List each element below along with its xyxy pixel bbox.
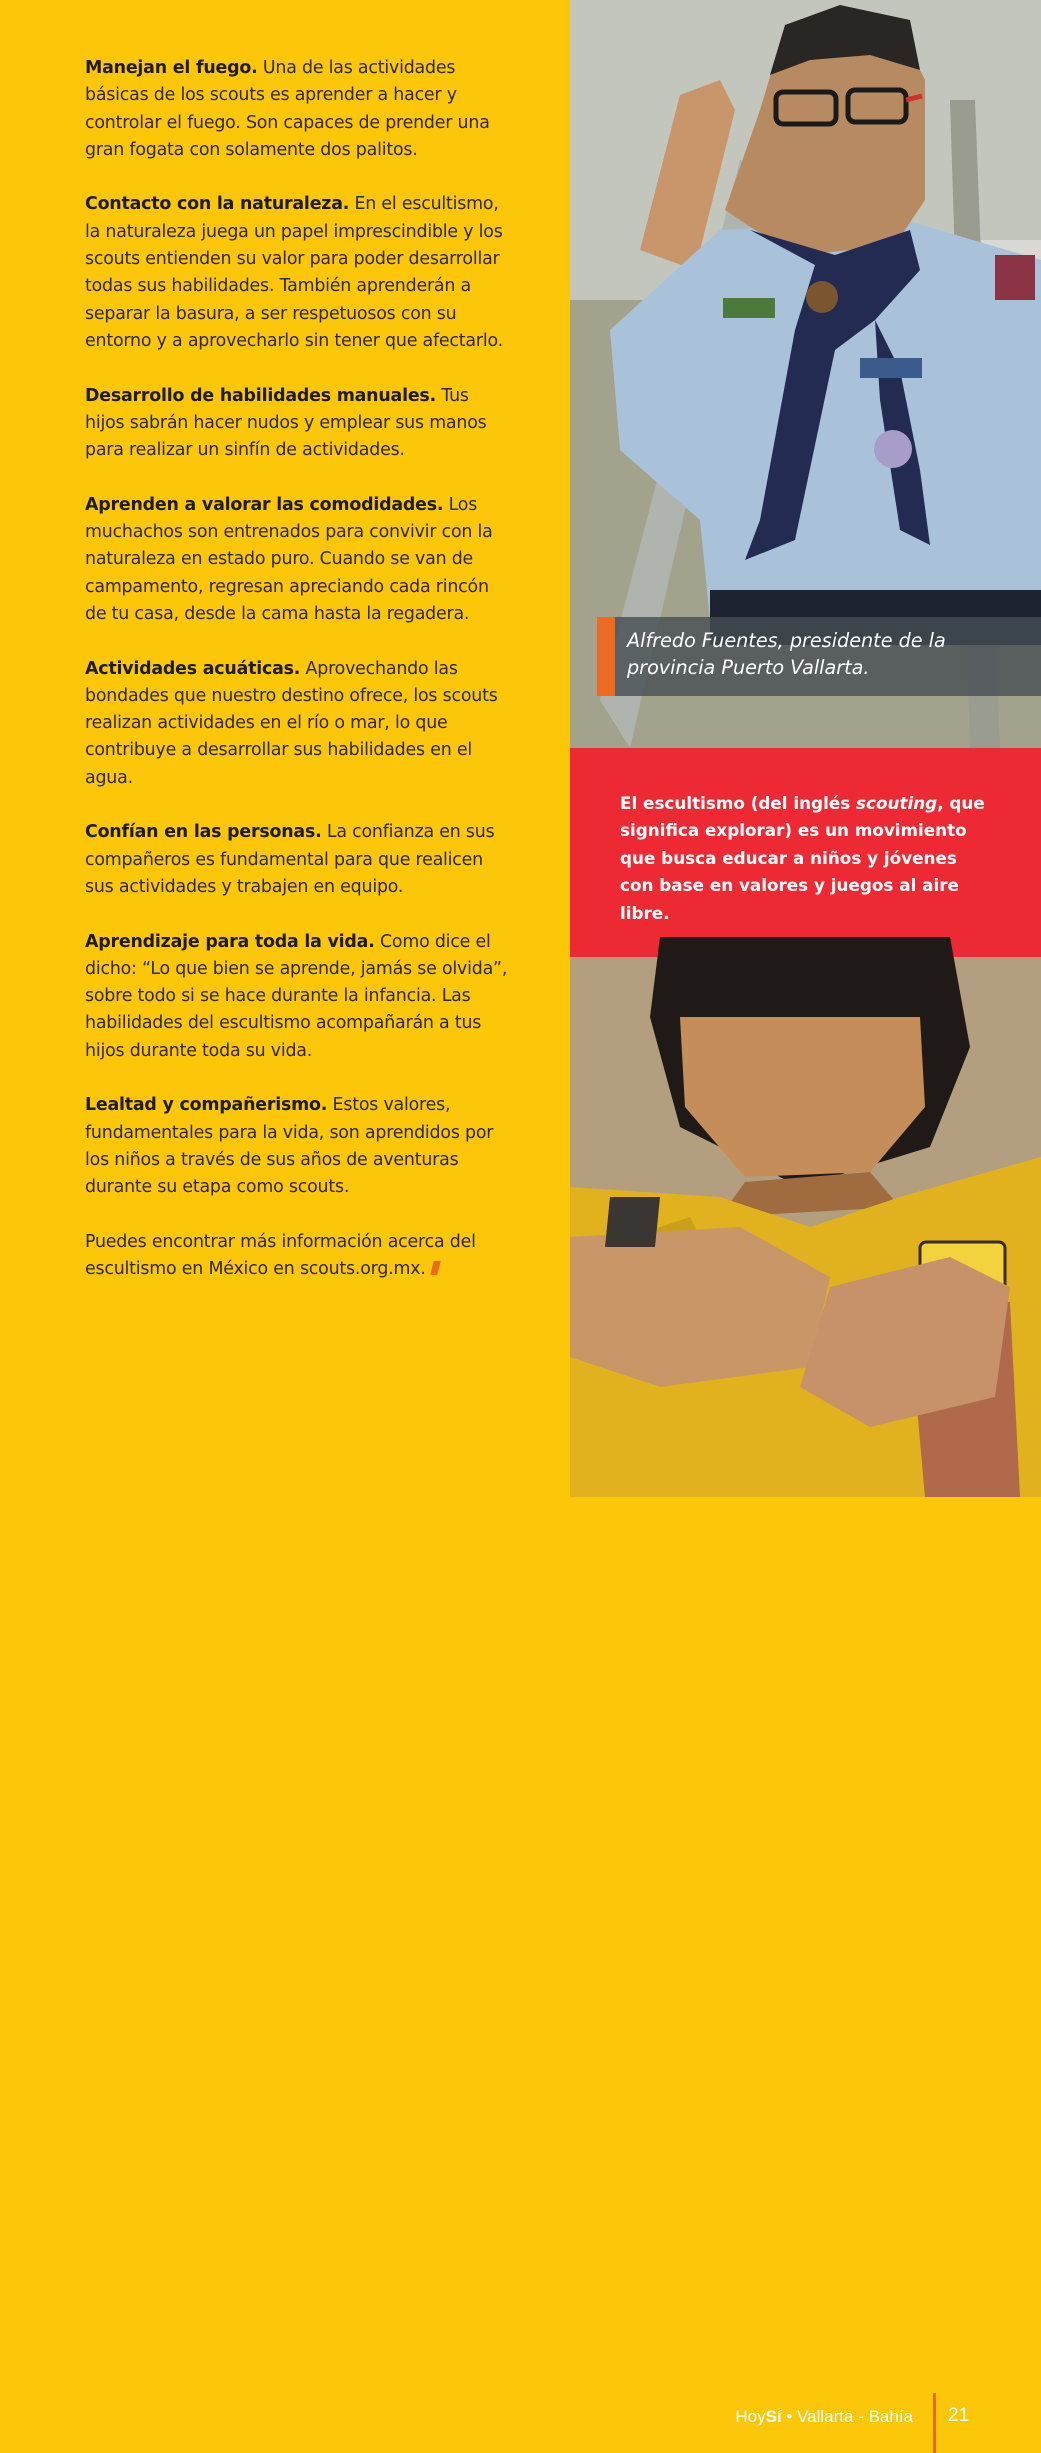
- text-column: [0, 0, 570, 1497]
- lead-water: Actividades acuáticas.: [85, 658, 301, 679]
- caption-text: Alfredo Fuentes, presidente de la provincia Puerto Vallarta.: [627, 629, 946, 679]
- caption-accent-bar: [597, 617, 615, 696]
- callout-part1: El escultismo (del inglés: [620, 793, 857, 813]
- body-loyalty: Estos valores, fundamentales para la vida, son aprendidos por los niños a través de sus años de aventuras durante su etapa como scouts.: [85, 1095, 494, 1198]
- brand-si: Sí: [765, 2407, 782, 2426]
- paragraph-manual-skills: [85, 383, 510, 465]
- body-nature: En el escultismo, la naturaleza juega un papel imprescindible y los scouts entienden su valor para poder desarrollar todas sus habilidades. También aprenderán a separar la basura, a ser respetuosos con su entorno y a aprovecharlo sin tener que afectarlo.: [85, 194, 503, 351]
- brand-location: • Vallarta - Bahía: [781, 2407, 913, 2426]
- callout-part2: , que significa explorar) es un movimiento que busca educar a niños y jóvenes con base en valores y juegos al aire libre.: [620, 793, 985, 923]
- image-column: [570, 0, 1041, 2426]
- body-water: Aprovechando las bondades que nuestro destino ofrece, los scouts realizan actividades en el río o mar, lo que contribuye a desarrollar sus habilidades en el agua.: [85, 658, 498, 788]
- paragraph-water: [85, 656, 510, 792]
- scout-child-photo: [570, 957, 1041, 2426]
- page-footer: [570, 2393, 1041, 2453]
- callout-text: [620, 790, 990, 927]
- scout-leader-photo: [570, 0, 1041, 748]
- lead-trust: Confían en las personas.: [85, 822, 322, 843]
- paragraph-loyalty: [85, 1092, 510, 1201]
- body-trust: La confianza en sus compañeros es fundamental para que realicen sus actividades y trabajen en equipo.: [85, 822, 495, 897]
- end-mark-icon: [430, 1261, 440, 1275]
- footer-divider: [933, 2393, 936, 2453]
- scout-child-illustration: [570, 957, 1041, 1497]
- lead-fire: Manejan el fuego.: [85, 58, 258, 78]
- lead-nature: Contacto con la naturaleza.: [85, 194, 350, 215]
- body-lifelong: Como dice el dicho: “Lo que bien se aprende, jamás se olvida”, sobre todo si se hace durante la infancia. Las habilidades del escultismo acompañarán a tus hijos durante toda su vida.: [85, 931, 508, 1061]
- paragraph-nature: [85, 191, 510, 355]
- paragraph-trust: [85, 819, 510, 901]
- closing-text: Puedes encontrar más información acerca del escultismo en México en scouts.org.mx.: [85, 1231, 476, 1280]
- lead-comforts: Aprenden a valorar las comodidades.: [85, 494, 444, 515]
- lead-loyalty: Lealtad y compañerismo.: [85, 1095, 328, 1116]
- paragraph-closing: [85, 1229, 510, 1284]
- body-fire: Una de las actividades básicas de los scouts es aprender a hacer y controlar el fuego. Son capaces de prender una gran fogata con solamente dos palitos.: [85, 58, 490, 160]
- paragraph-fire: [85, 55, 510, 164]
- paragraph-lifelong: [85, 929, 510, 1065]
- photo-caption: [597, 617, 1041, 696]
- callout-italic: scouting: [856, 793, 938, 813]
- lead-manual-skills: Desarrollo de habilidades manuales.: [85, 385, 436, 406]
- brand-hoy: Hoy: [735, 2407, 766, 2426]
- callout-box: [570, 748, 1041, 957]
- body-comforts: Los muchachos son entrenados para convivir con la naturaleza en estado puro. Cuando se van de campamento, regresan apreciando cada rincón de tu casa, desde la cama hasta la regadera.: [85, 494, 493, 624]
- article-body: [85, 55, 510, 1311]
- page-number: 21: [948, 2405, 970, 2426]
- publication-name: [735, 2407, 913, 2427]
- lead-lifelong: Aprendizaje para toda la vida.: [85, 931, 375, 952]
- paragraph-comforts: [85, 492, 510, 628]
- body-manual-skills: Tus hijos sabrán hacer nudos y emplear sus manos para realizar un sinfín de actividades.: [85, 385, 487, 461]
